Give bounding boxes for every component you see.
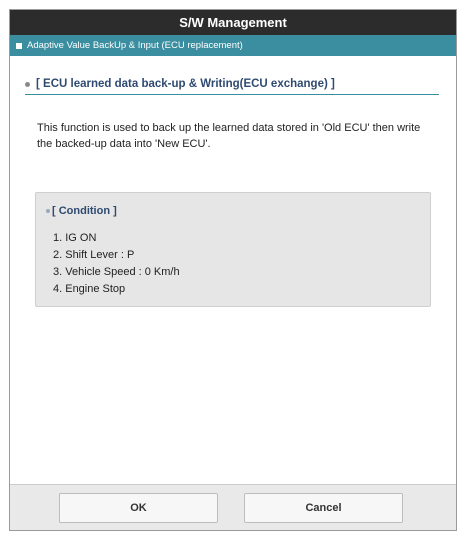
cancel-button[interactable]: Cancel	[244, 493, 403, 523]
condition-box	[35, 192, 431, 307]
section-title-text: [ ECU learned data back-up & Writing(ECU exchange) ]	[36, 78, 335, 90]
bullet-dot-icon	[46, 209, 50, 213]
section-title	[25, 78, 439, 95]
condition-item: 2. Shift Lever : P	[53, 249, 135, 261]
function-name-label: Adaptive Value BackUp & Input (ECU replacement)	[27, 40, 243, 51]
condition-item: 3. Vehicle Speed : 0 Km/h	[53, 266, 180, 278]
sw-management-dialog	[9, 9, 457, 531]
function-description: This function is used to back up the learned data stored in 'Old ECU' then write the backed-up data into 'New ECU'.	[37, 122, 421, 150]
condition-title-text: [ Condition ]	[52, 205, 117, 217]
bullet-dot-icon	[25, 82, 30, 87]
dialog-title: S/W Management	[10, 10, 456, 35]
function-subheader	[10, 35, 456, 56]
dialog-footer	[10, 484, 456, 530]
condition-title	[46, 205, 117, 217]
ok-button[interactable]: OK	[59, 493, 218, 523]
condition-item: 1. IG ON	[53, 232, 97, 244]
condition-list	[53, 230, 180, 298]
condition-item: 4. Engine Stop	[53, 283, 126, 295]
square-bullet-icon	[16, 43, 22, 49]
dialog-content	[10, 56, 456, 502]
